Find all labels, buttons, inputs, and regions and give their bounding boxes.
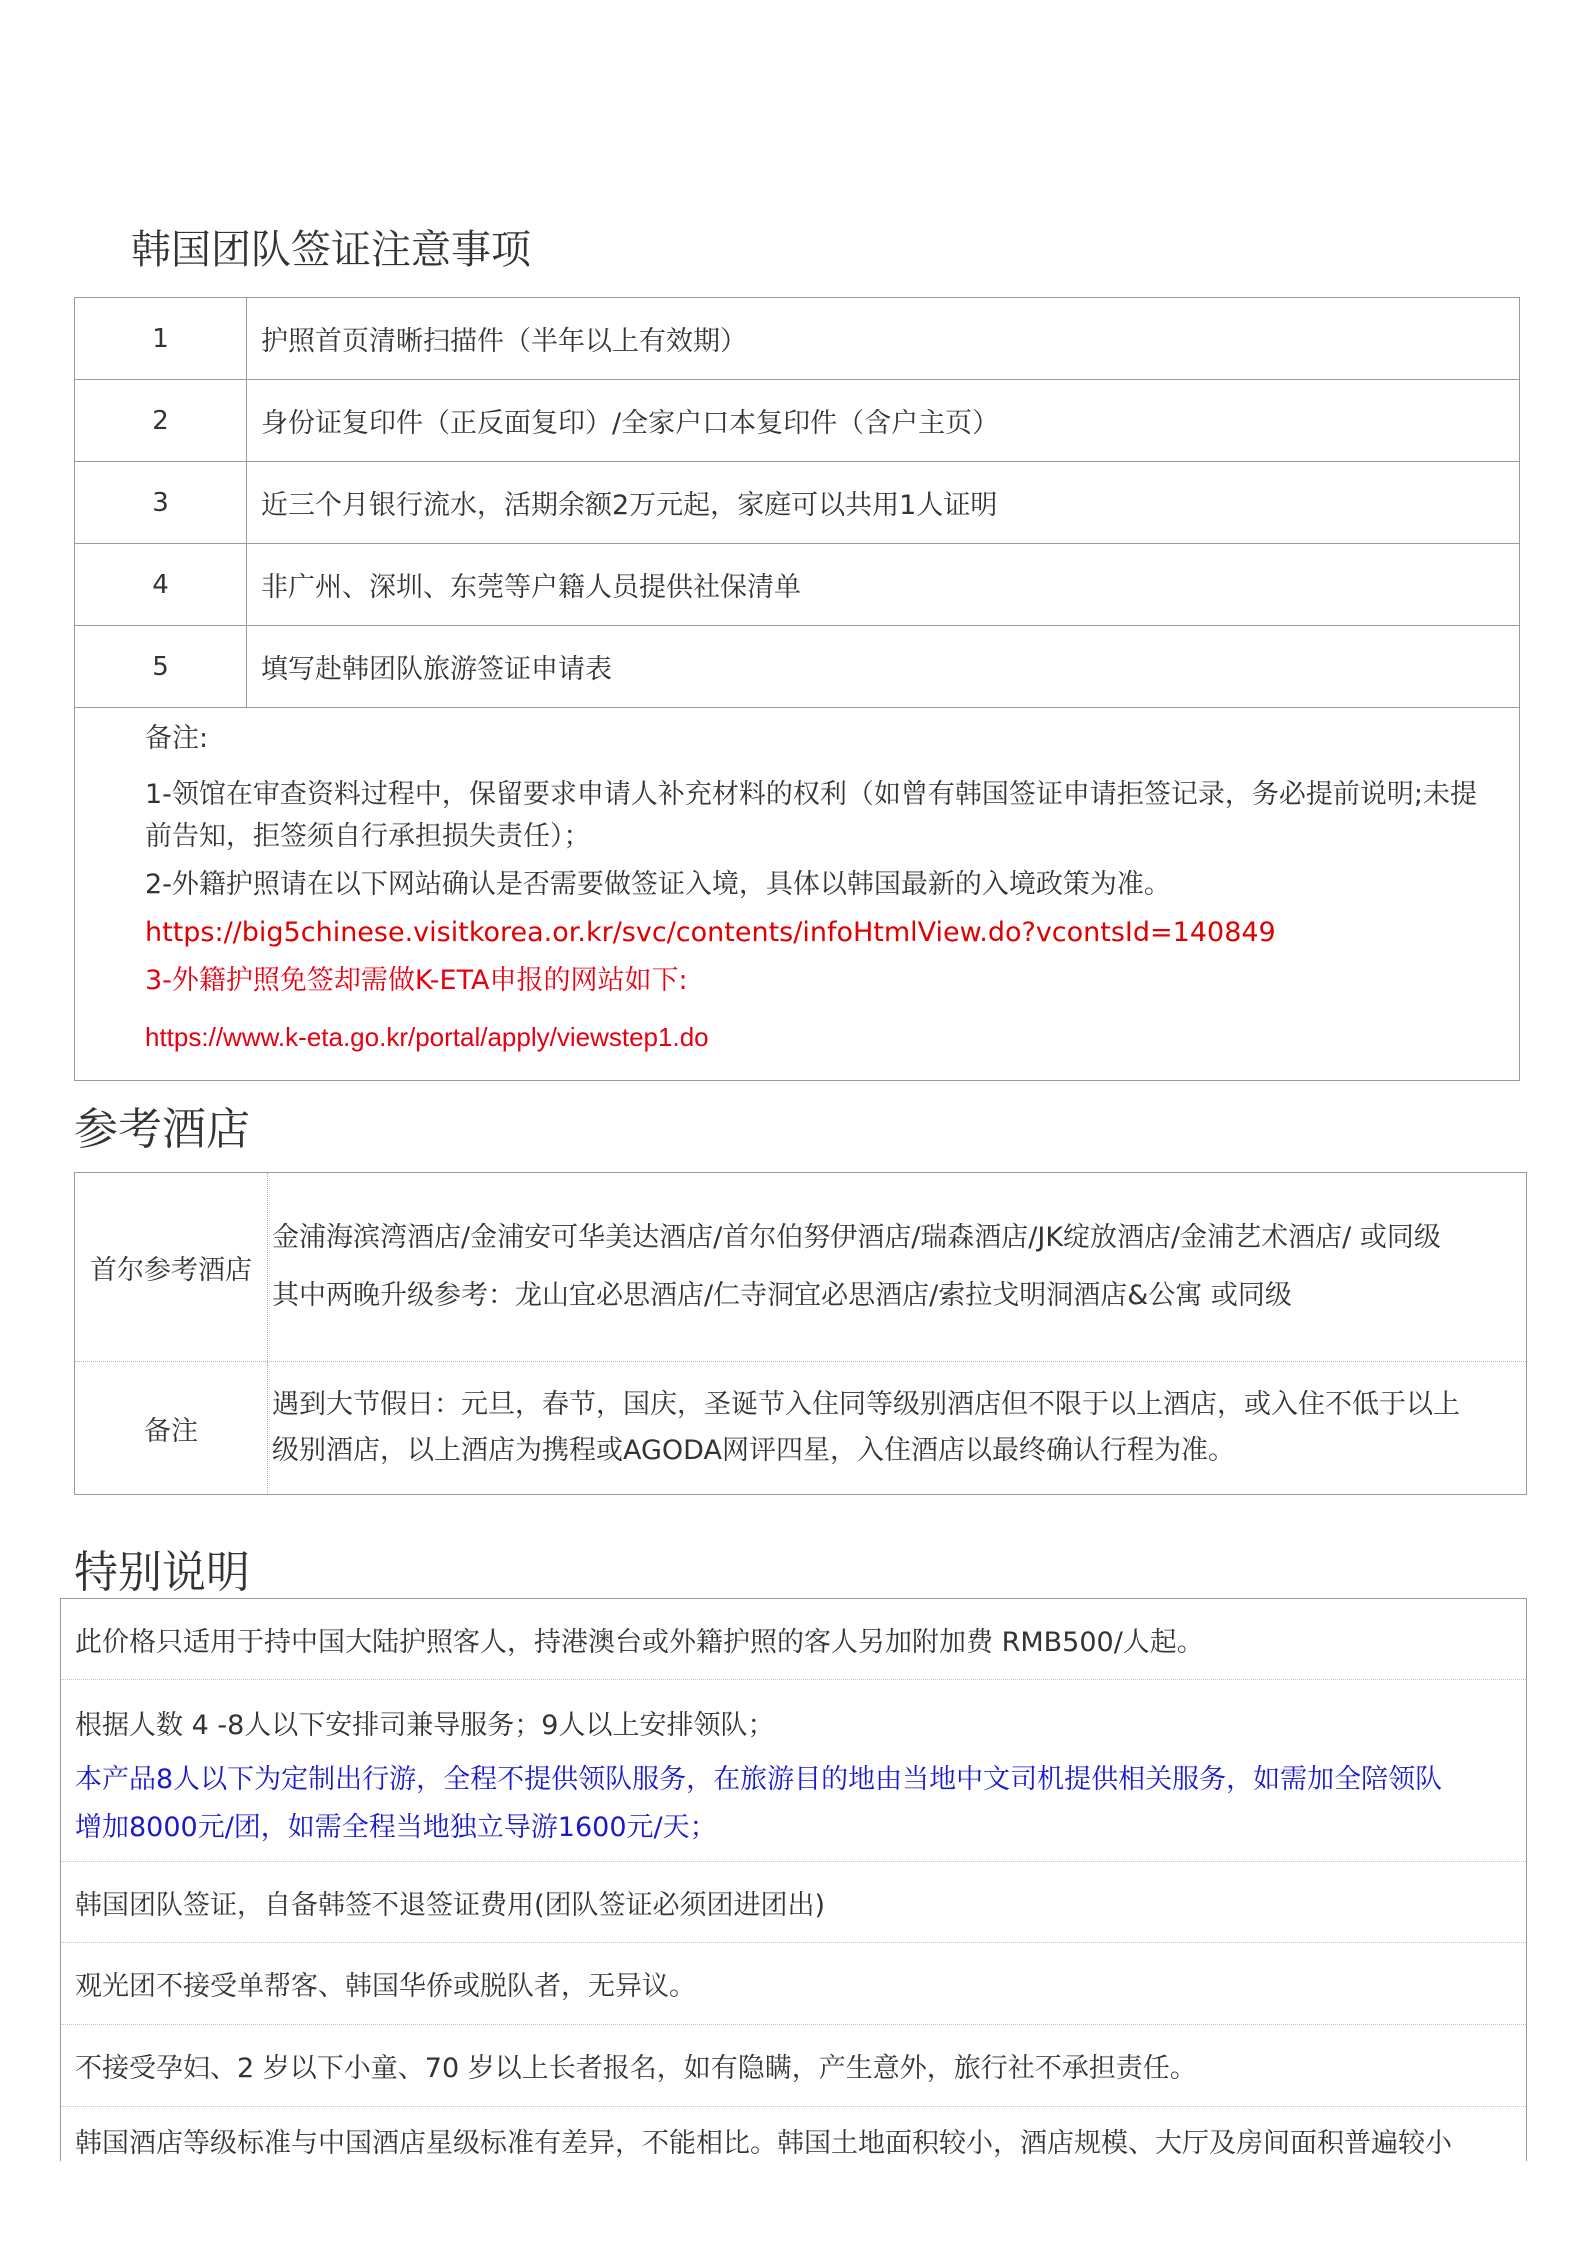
row-number: 2 bbox=[75, 380, 247, 461]
special-text-highlight: 增加8000元/团，如需全程当地独立导游1600元/天； bbox=[75, 1812, 717, 1843]
visa-section-title: 韩国团队签证注意事项 bbox=[131, 227, 531, 273]
table-row bbox=[75, 1362, 1526, 1494]
note-foreign-passport: 2-外籍护照请在以下网站确认是否需要做签证入境，具体以韩国最新的入境政策为准。 bbox=[145, 869, 1171, 900]
hotel-line: 其中两晚升级参考：龙山宜必思酒店/仁寺洞宜必思酒店/索拉戈明洞酒店&公寓 或同级 bbox=[272, 1280, 1292, 1311]
special-text: 不接受孕妇、2 岁以下小童、70 岁以上长者报名，如有隐瞒，产生意外，旅行社不承担责任。 bbox=[75, 2053, 1197, 2084]
row-number: 5 bbox=[75, 626, 247, 707]
special-section-title: 特别说明 bbox=[74, 1547, 250, 1598]
table-row bbox=[61, 1599, 1526, 1680]
table-row bbox=[61, 2107, 1526, 2161]
table-row bbox=[61, 1862, 1526, 1943]
special-text: 韩国酒店等级标准与中国酒店星级标准有差异，不能相比。韩国土地面积较小，酒店规模、大厅及房间面积普遍较小 bbox=[75, 2128, 1452, 2159]
hotel-row-value bbox=[268, 1173, 1526, 1361]
notes-label: 备注: bbox=[145, 723, 209, 754]
row-number: 4 bbox=[75, 544, 247, 625]
special-text: 此价格只适用于持中国大陆护照客人，持港澳台或外籍护照的客人另加附加费 RMB500/人起。 bbox=[75, 1626, 1204, 1658]
k-eta-link[interactable]: https://www.k-eta.go.kr/portal/apply/viewstep1.do bbox=[145, 1022, 709, 1052]
hotel-row-label: 首尔参考酒店 bbox=[75, 1173, 268, 1361]
table-row bbox=[75, 626, 1519, 708]
hotel-row-label: 备注 bbox=[75, 1362, 268, 1494]
hotel-line: 金浦海滨湾酒店/金浦安可华美达酒店/首尔伯努伊酒店/瑞森酒店/JK绽放酒店/金浦艺术酒店/ 或同级 bbox=[272, 1222, 1441, 1253]
hotel-table bbox=[74, 1172, 1527, 1495]
row-text: 非广州、深圳、东莞等户籍人员提供社保清单 bbox=[261, 572, 801, 603]
table-row bbox=[75, 380, 1519, 462]
table-row bbox=[75, 298, 1519, 380]
hotel-line: 遇到大节假日：元旦，春节，国庆，圣诞节入住同等级别酒店但不限于以上酒店，或入住不低于以上 bbox=[272, 1389, 1460, 1420]
hotel-line: 级别酒店，以上酒店为携程或AGODA网评四星，入住酒店以最终确认行程为准。 bbox=[272, 1435, 1235, 1466]
table-row bbox=[75, 544, 1519, 626]
row-text: 身份证复印件（正反面复印）/全家户口本复印件（含户主页） bbox=[261, 408, 1000, 439]
special-text: 韩国团队签证，自备韩签不退签证费用(团队签证必须团进团出) bbox=[75, 1889, 826, 1921]
hotel-section-title: 参考酒店 bbox=[74, 1104, 250, 1155]
row-number: 1 bbox=[75, 298, 247, 379]
table-row bbox=[61, 1680, 1526, 1862]
table-row bbox=[61, 2025, 1526, 2107]
visitkorea-link[interactable]: https://big5chinese.visitkorea.or.kr/svc/contents/infoHtmlView.do?vcontsId=140849 bbox=[145, 917, 1276, 948]
row-text: 近三个月银行流水，活期余额2万元起，家庭可以共用1人证明 bbox=[261, 490, 998, 521]
note-k-eta: 3-外籍护照免签却需做K-ETA申报的网站如下: bbox=[145, 965, 688, 996]
special-text-highlight: 本产品8人以下为定制出行游，全程不提供领队服务，在旅游目的地由当地中文司机提供相关服务，如需加全陪领队 bbox=[75, 1764, 1443, 1795]
special-text: 观光团不接受单帮客、韩国华侨或脱队者，无异议。 bbox=[75, 1971, 696, 2002]
note-consulate: 1-领馆在审查资料过程中，保留要求申请人补充材料的权利（如曾有韩国签证申请拒签记录，务必提前说明;未提前告知，拒签须自行承担损失责任）； bbox=[145, 779, 1478, 852]
visa-notes bbox=[75, 708, 1519, 1080]
special-notes-table bbox=[60, 1598, 1527, 2161]
hotel-row-value bbox=[268, 1362, 1526, 1494]
table-row bbox=[75, 462, 1519, 544]
row-text: 护照首页清晰扫描件（半年以上有效期） bbox=[261, 326, 747, 357]
table-row bbox=[75, 1173, 1526, 1362]
visa-requirements-table bbox=[74, 297, 1520, 1081]
row-text: 填写赴韩团队旅游签证申请表 bbox=[261, 654, 612, 685]
row-number: 3 bbox=[75, 462, 247, 543]
table-row bbox=[61, 1943, 1526, 2025]
special-text: 根据人数 4 -8人以下安排司兼导服务；9人以上安排领队； bbox=[75, 1710, 775, 1741]
